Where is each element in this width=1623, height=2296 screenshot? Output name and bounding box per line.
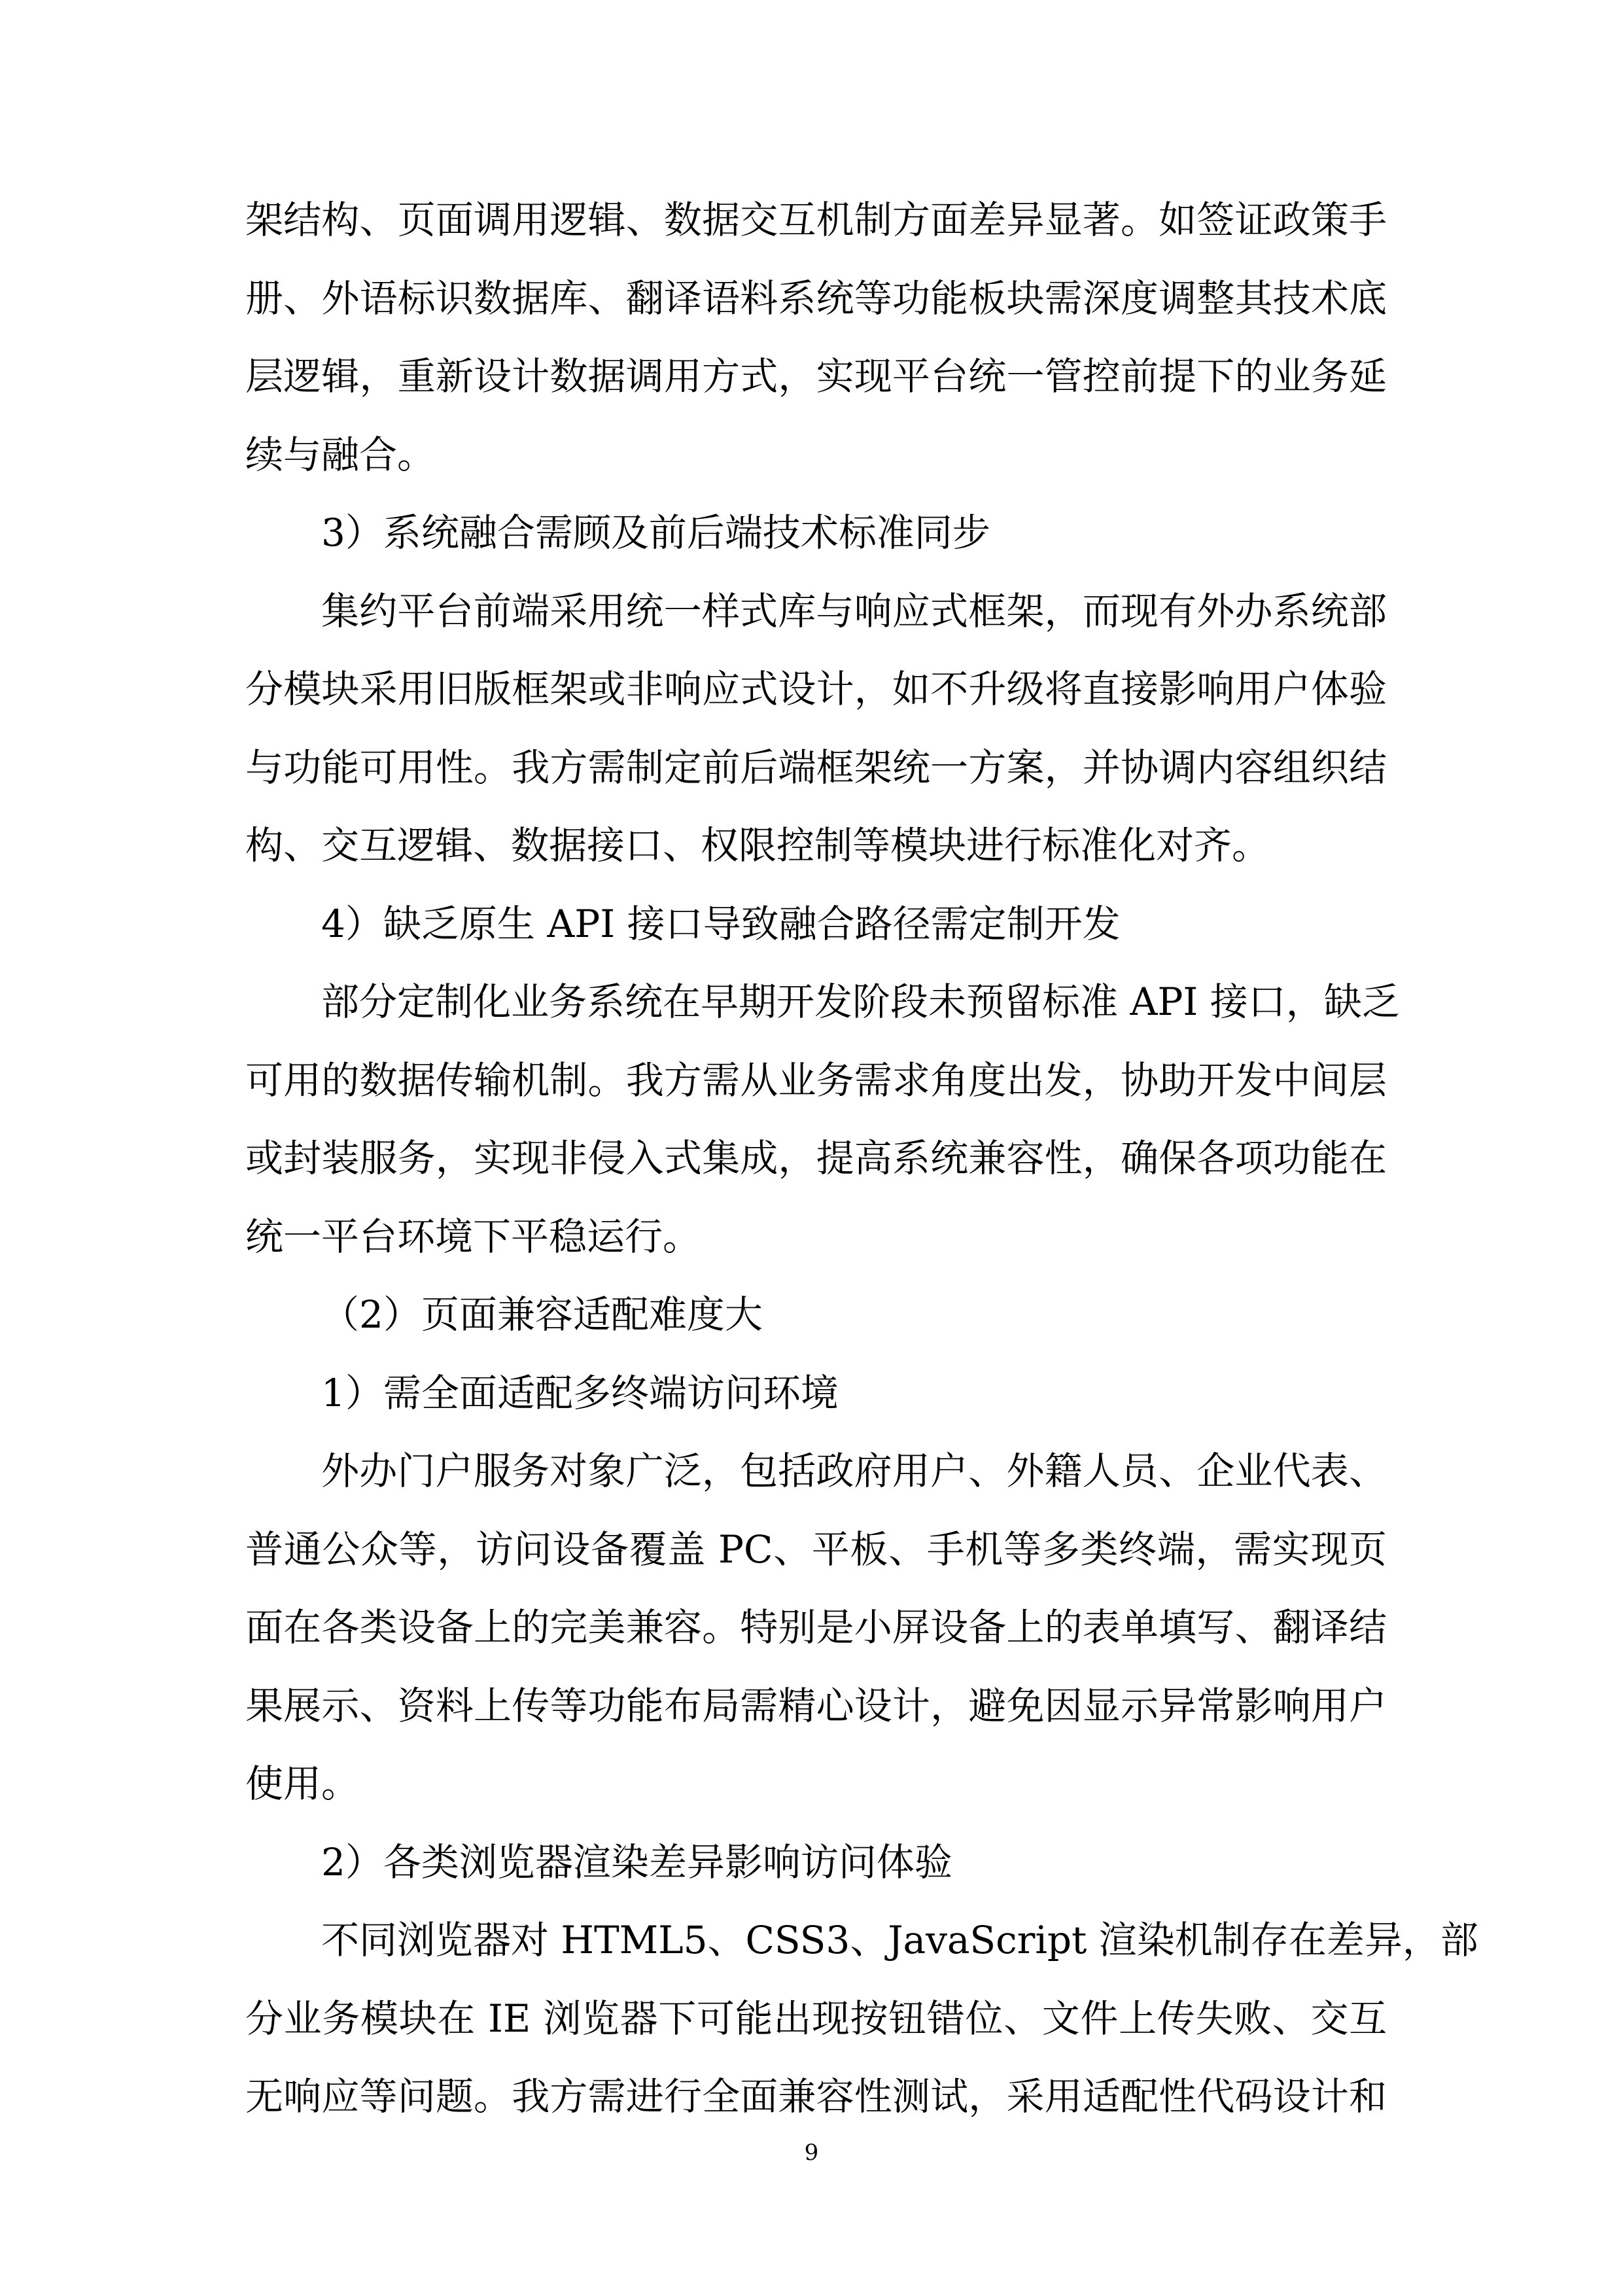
paragraph-line: 无响应等问题。我方需进行全面兼容性测试，采用适配性代码设计和 <box>245 2074 1387 2119</box>
section-heading: （2）页面兼容适配难度大 <box>321 1292 763 1337</box>
paragraph-line: 或封装服务，实现非侵入式集成，提高系统兼容性，确保各项功能在 <box>245 1136 1387 1180</box>
paragraph-line: 部分定制化业务系统在早期开发阶段未预留标准 API 接口，缺乏 <box>321 980 1400 1024</box>
section-heading: 2）各类浏览器渲染差异影响访问体验 <box>321 1839 952 1884</box>
section-heading: 4）缺乏原生 API 接口导致融合路径需定制开发 <box>321 901 1121 946</box>
paragraph-line: 可用的数据传输机制。我方需从业务需求角度出发，协助开发中间层 <box>245 1057 1387 1103</box>
paragraph-line: 集约平台前端采用统一样式库与响应式框架，而现有外办系统部 <box>321 588 1387 633</box>
paragraph-line: 果展示、资料上传等功能布局需精心设计，避免因显示异常影响用户 <box>245 1683 1387 1728</box>
paragraph-line: 册、外语标识数据库、翻译语料系统等功能板块需深度调整其技术底 <box>245 275 1387 321</box>
paragraph-line: 不同浏览器对 HTML5、CSS3、JavaScript 渲染机制存在差异，部 <box>321 1918 1478 1962</box>
section-heading: 1）需全面适配多终端访问环境 <box>321 1370 839 1415</box>
paragraph-line: 层逻辑，重新设计数据调用方式，实现平台统一管控前提下的业务延 <box>245 354 1387 398</box>
paragraph-line: 面在各类设备上的完美兼容。特别是小屏设备上的表单填写、翻译结 <box>245 1605 1387 1650</box>
paragraph-line: 普通公众等，访问设备覆盖 PC、平板、手机等多类终端，需实现页 <box>245 1527 1387 1572</box>
paragraph-line: 使用。 <box>245 1761 360 1806</box>
paragraph-line: 外办门户服务对象广泛，包括政府用户、外籍人员、企业代表、 <box>321 1449 1387 1493</box>
section-heading: 3）系统融合需顾及前后端技术标准同步 <box>321 510 990 555</box>
paragraph-line: 分业务模块在 IE 浏览器下可能出现按钮错位、文件上传失败、交互 <box>245 1996 1387 2041</box>
paragraph-line: 构、交互逻辑、数据接口、权限控制等模块进行标准化对齐。 <box>245 823 1270 868</box>
paragraph-line: 续与融合。 <box>245 432 436 477</box>
paragraph-line: 架结构、页面调用逻辑、数据交互机制方面差异显著。如签证政策手 <box>245 198 1387 242</box>
paragraph-line: 分模块采用旧版框架或非响应式设计，如不升级将直接影响用户体验 <box>245 667 1387 711</box>
body-text <box>245 181 1478 2136</box>
paragraph-line: 统一平台环境下平稳运行。 <box>245 1214 701 1259</box>
page-number: 9 <box>804 2140 819 2166</box>
paragraph-line: 与功能可用性。我方需制定前后端框架统一方案，并协调内容组织结 <box>245 745 1387 790</box>
